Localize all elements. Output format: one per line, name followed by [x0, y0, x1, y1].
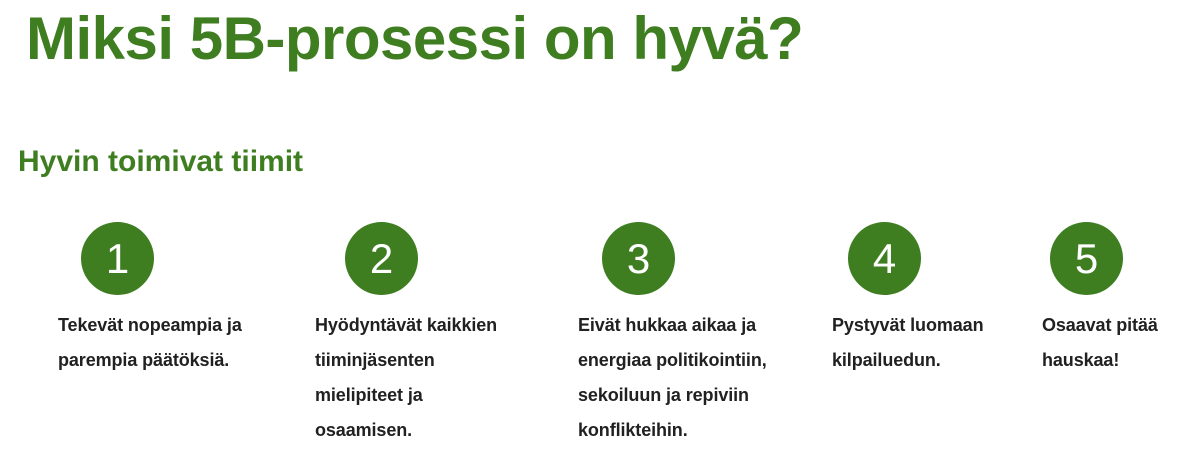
step-item-1	[58, 222, 315, 448]
section-heading: Hyvin toimivat tiimit	[18, 145, 304, 178]
step-item-3	[578, 222, 832, 448]
step-4-description: Pystyvät luomaan kilpailuedun.	[832, 315, 984, 370]
step-1-description: Tekevät nopeampia ja parempia päätöksiä.	[58, 315, 242, 370]
step-item-4	[832, 222, 1042, 448]
step-2-description: Hyödyntävät kaikkien tiiminjäsenten mielipiteet ja osaamisen.	[315, 315, 498, 440]
step-1-number-badge	[81, 222, 154, 295]
steps-row	[0, 222, 1200, 448]
step-1-number: 1	[105, 234, 130, 282]
step-4-number-badge	[848, 222, 921, 295]
step-5-number: 5	[1074, 234, 1099, 282]
step-item-2	[315, 222, 578, 448]
step-3-number-badge	[602, 222, 675, 295]
step-3-description: Eivät hukkaa aikaa ja energiaa politikointiin, sekoiluun ja repiviin konflikteihin.	[578, 315, 767, 440]
step-5-number-badge	[1050, 222, 1123, 295]
step-3-number: 3	[626, 234, 651, 282]
page-title: Miksi 5B-prosessi on hyvä?	[26, 5, 804, 72]
step-2-number: 2	[369, 234, 394, 282]
step-2-number-badge	[345, 222, 418, 295]
step-4-number: 4	[872, 234, 897, 282]
step-5-description: Osaavat pitää hauskaa!	[1042, 315, 1158, 370]
step-item-5	[1042, 222, 1200, 448]
